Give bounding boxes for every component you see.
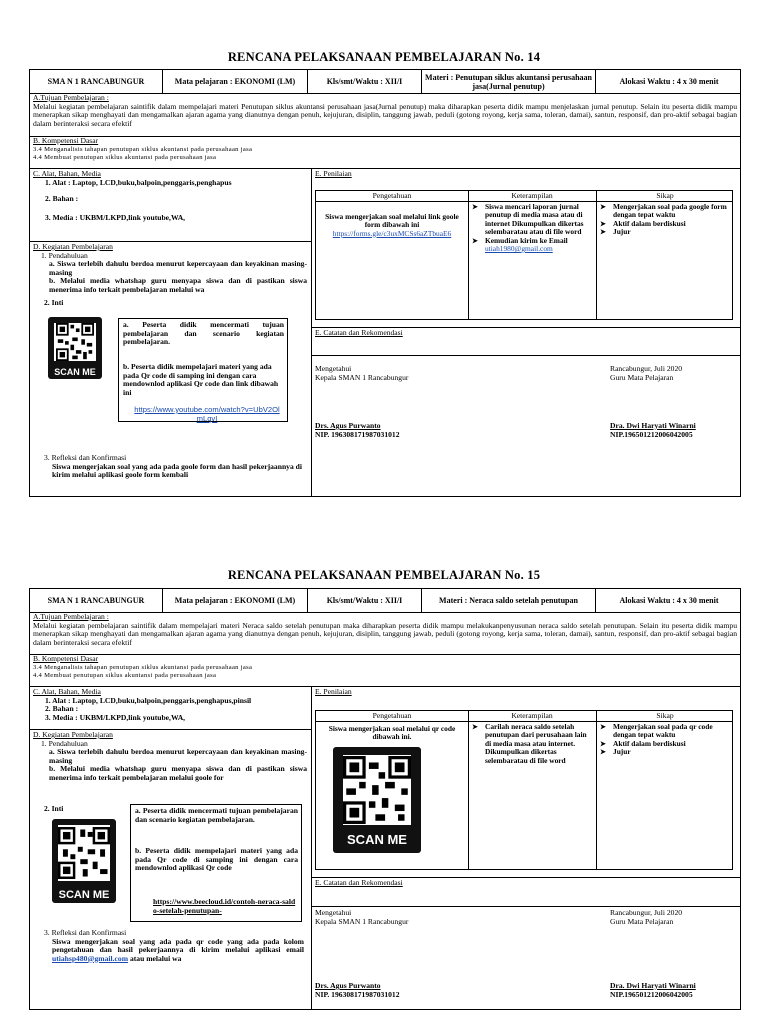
- alokasi-cell: Alokasi Waktu : 4 x 30 menit: [619, 77, 719, 86]
- headmaster-nip: NIP. 196308171987031012: [315, 989, 400, 999]
- subject-cell: Mata pelajaran : EKONOMI (LM): [163, 70, 308, 93]
- kd-item: 3.4 Menganalisis tahapan penutupan siklus akuntansi pada perusahaan jasa: [33, 663, 253, 671]
- teacher-name: Dra. Dwi Haryati Winarni: [610, 421, 696, 430]
- school-cell: SMA N 1 RANCABUNGUR: [30, 70, 163, 93]
- sikap-item: ➤ Jujur: [600, 228, 730, 236]
- sikap-item: ➤ Jujur: [600, 748, 730, 756]
- inti-label: 2. Inti: [44, 298, 64, 307]
- teacher-nip: NIP.196501212006042005: [610, 429, 693, 439]
- sikap-cell: [600, 203, 730, 237]
- kd-section: [30, 137, 740, 169]
- refleksi-block: [44, 929, 304, 963]
- inti-box: [130, 804, 302, 922]
- sikap-item: ➤ Aktif dalam berdiskusi: [600, 220, 730, 228]
- media-item: 3. Media : UKBM/LKPD,link youtube,WA,: [45, 712, 186, 722]
- materi-cell: Materi : Penutupan siklus akuntansi perusahaan jasa(Jurnal penutup): [422, 70, 596, 93]
- pengetahuan-text: Siswa mengerjakan soal melalui link goole form dibawah ini: [325, 212, 459, 230]
- sikap-cell: [600, 723, 730, 757]
- sig-line: Guru Mata Pelajaran: [610, 916, 674, 926]
- rpp15-table: [29, 588, 741, 1010]
- refleksi-text-b: atau melalui wa: [129, 953, 182, 963]
- refleksi-block: [44, 454, 304, 480]
- pendahuluan-b: b. Melalui media whatshap guru menyapa siswa dan di pastikan siswa menerima info terkait pembelajaran melalui goole for: [49, 764, 307, 782]
- sig-line: Mengetahui: [315, 364, 352, 373]
- penilaian-header: [316, 191, 732, 202]
- penilaian-table: [315, 710, 733, 870]
- rpp14-table: [29, 69, 741, 497]
- rpp14-title: RENCANA PELAKSANAAN PEMBELAJARAN No. 14: [227, 50, 541, 64]
- inti-label: 2. Inti: [44, 804, 64, 813]
- class-cell: Kls/smt/Waktu : XII/I: [308, 589, 422, 612]
- alat-heading: C. Alat, Bahan, Media: [33, 169, 101, 178]
- kd-heading: B. Kompetensi Dasar: [33, 136, 99, 145]
- signature-right: [610, 909, 682, 926]
- kegiatan-block: [33, 731, 307, 783]
- signature-left: [315, 909, 408, 926]
- school-cell: SMA N 1 RANCABUNGUR: [30, 589, 163, 612]
- name-right: [610, 422, 696, 439]
- alat-block: [33, 170, 309, 222]
- name-left: [315, 422, 400, 439]
- col-pengetahuan: Pengetahuan: [372, 711, 412, 720]
- rpp15-header-row: [30, 589, 740, 613]
- pendahuluan-a: a. Siswa terlebih dahulu berdoa menurut kepercayaan dan keyakinan masing-masing: [49, 259, 307, 277]
- media-item: 3. Media : UKBM/LKPD,link youtube,WA,: [45, 212, 186, 222]
- name-left: [315, 982, 400, 999]
- refleksi-text: Siswa mengerjakan soal yang ada pada goole form dan hasil pekerjaannya di kirim melalui aplikasi goole form kembali: [52, 461, 302, 480]
- tujuan-section: [30, 94, 740, 137]
- rpp15-left-column: [30, 687, 312, 1009]
- tujuan-text: Melalui kegiatan pembelajaran saintifik dalam mempelajari materi Penutupan siklus akuntansi perusahaan jasa(Jurnal penutup) maka diharapkan peserta didik mampu menjelaskan jurnal penutup. Selain itu peserta didik mampu menerapkan sikap menghayati dan mengamalkan ajaran agama yang dianutnya dengan penuh, kejujuran, disiplin, tanggung jawab, peduli (gotong royong, kerja sama, toleran, damai), santun, responsif, dan pro-aktif sebagai bagian dalam berinteraksi secara efektif: [33, 101, 737, 128]
- qr-code-icon[interactable]: [333, 747, 421, 853]
- rpp14-left-column: [30, 169, 312, 497]
- qr-pattern: [58, 825, 110, 881]
- kegiatan-heading: D. Kegiatan Pembelajaran: [33, 730, 113, 739]
- alat-item: 1. Alat : Laptop, LCD,buku,balpoin,penggaris,penghapus,pinsil: [45, 695, 252, 705]
- class-cell: Kls/smt/Waktu : XII/I: [308, 70, 422, 93]
- inti-a: a. Peserta didik mencermati tujuan pembelajaran dan scenario kegiatan pembelajaran.: [123, 320, 284, 347]
- sikap-item: ➤ Mengerjakan soal pada google form dengan tepat waktu: [600, 203, 730, 220]
- refleksi-text-a: Siswa mengerjakan soal yang ada pada qr code yang ada pada kolom pengetahuan dan hasil pekerjaannya di kirim melalui aplikasi email: [52, 936, 304, 955]
- sig-line: Mengetahui: [315, 908, 352, 917]
- qr-code-icon[interactable]: [48, 317, 102, 379]
- keterampilan-cell: [472, 203, 592, 253]
- teacher-nip: NIP.196501212006042005: [610, 989, 693, 999]
- beecloud-link[interactable]: https://www.beecloud.id/contoh-neraca-saldo-setelah-penutupan-: [153, 897, 296, 915]
- kd-item: 4.4 Membuat penutupan siklus akuntansi pada perusahaan jasa: [33, 672, 217, 680]
- kd-heading: B. Kompetensi Dasar: [33, 654, 99, 663]
- col-keterampilan: Keterampilan: [511, 711, 553, 720]
- kd-item: 4.4 Membuat penutupan siklus akuntansi pada perusahaan jasa: [33, 154, 217, 162]
- rpp15-title: RENCANA PELAKSANAAN PEMBELAJARAN No. 15: [227, 568, 541, 582]
- refleksi-heading: 3. Refleksi dan Konfirmasi: [44, 928, 127, 937]
- inti-box: [118, 318, 288, 422]
- youtube-link[interactable]: https://www.youtube.com/watch?v=UbV2OlmLqvI: [134, 405, 280, 423]
- sig-line: Guru Mata Pelajaran: [610, 372, 674, 382]
- divider: [468, 191, 469, 319]
- sig-line: Kepala SMAN 1 Rancabungur: [315, 372, 409, 382]
- qr-pattern: [343, 755, 411, 825]
- penilaian-heading: E. Penilaian: [315, 169, 352, 178]
- divider: [596, 711, 597, 869]
- keterampilan-item: ➤ Siswa mencari laporan jurnal penutup di media masa atau di internet Dikumpulkan dikertas selembaratau atau di file word: [472, 203, 592, 237]
- refleksi-heading: 3. Refleksi dan Konfirmasi: [44, 453, 127, 462]
- inti-b: b. Peserta didik mempelajari materi yang ada pada Qr code di samping ini dengan cara mendownlod aplikasi Qr code: [135, 846, 298, 873]
- sikap-item: ➤ Aktif dalam berdiskusi: [600, 740, 730, 748]
- teacher-name: Dra. Dwi Haryati Winarni: [610, 981, 696, 990]
- penilaian-table: [315, 190, 733, 320]
- divider: [312, 355, 740, 356]
- sig-line: Rancabungur, Juli 2020: [610, 908, 683, 917]
- catatan-heading: E. Catatan dan Rekomendasi: [315, 328, 403, 337]
- tujuan-heading: A.Tujuan Pembelajaran :: [33, 612, 109, 621]
- scan-me-label: SCAN ME: [347, 832, 407, 847]
- penilaian-heading: E. Penilaian: [315, 687, 352, 696]
- divider: [468, 711, 469, 869]
- signature-right: [610, 365, 682, 382]
- materi-cell: Materi : Neraca saldo setelah penutupan: [422, 589, 596, 612]
- pengetahuan-text: Siswa mengerjakan soal melalui qr code dibawah ini.: [328, 724, 456, 742]
- bahan-item: 2. Bahan :: [45, 194, 79, 204]
- col-sikap: Sikap: [656, 191, 674, 200]
- pendahuluan-b: b. Melalui media whatshap guru menyapa siswa dan di pastikan siswa menerima info terkait pembelajaran melalui wa: [49, 276, 307, 294]
- scan-me-label: SCAN ME: [58, 889, 110, 901]
- alat-block: [33, 688, 309, 722]
- alokasi-cell: Alokasi Waktu : 4 x 30 menit: [619, 596, 719, 605]
- refleksi-text: [44, 938, 304, 964]
- sikap-item: ➤ Mengerjakan soal pada qr code dengan tepat waktu: [600, 723, 730, 740]
- kd-section: [30, 655, 740, 687]
- headmaster-name: Drs. Agus Purwanto: [315, 421, 381, 430]
- pendahuluan-heading: 1. Pendahuluan: [41, 738, 88, 748]
- sig-line: Kepala SMAN 1 Rancabungur: [315, 916, 409, 926]
- email-link[interactable]: utiah1980@gmail.com: [485, 244, 553, 254]
- subject-cell: Mata pelajaran : EKONOMI (LM): [163, 589, 308, 612]
- penilaian-header: [316, 711, 732, 722]
- headmaster-nip: NIP. 196308171987031012: [315, 429, 400, 439]
- tujuan-text: Melalui kegiatan pembelajaran saintifik dalam mempelajari materi Neraca saldo setelah penutupan maka diharapkan peserta didik mampu melakukanpenyusunan neraca saldo setelah penutupan. Selain itu peserta didik mampu menerapkan sikap menghayati dan mengamalkan ajaran agama yang dianutnya dengan penuh, kejujuran, disiplin, tanggung jawab, peduli (gotong royong, kerja sama, toleran, damai), santun, responsif, dan pro-aktif sebagai bagian dalam berinteraksi secara efektif: [33, 620, 737, 647]
- qr-pattern: [54, 323, 96, 361]
- sig-line: Rancabungur, Juli 2020: [610, 364, 683, 373]
- divider: [312, 906, 740, 907]
- rpp14-right-column: [312, 169, 740, 497]
- alat-heading: C. Alat, Bahan, Media: [33, 687, 101, 696]
- inti-a: a. Peserta didik mencermati tujuan pembelajaran dan scenario kegiatan pembelajaran.: [135, 806, 298, 824]
- rpp15-right-column: [312, 687, 740, 1009]
- col-keterampilan: Keterampilan: [511, 191, 553, 200]
- rpp14-header-row: [30, 70, 740, 94]
- tujuan-heading: A.Tujuan Pembelajaran :: [33, 93, 109, 102]
- col-pengetahuan: Pengetahuan: [372, 191, 412, 200]
- qr-code-icon[interactable]: [52, 819, 116, 903]
- col-sikap: Sikap: [656, 711, 674, 720]
- kegiatan-block: [33, 243, 307, 295]
- pendahuluan-heading: 1. Pendahuluan: [41, 250, 88, 260]
- keterampilan-item: ➤ Carilah neraca saldo setelah penutupan dari perusahaan lain di media masa atau internet. Dikumpulkan dikertas selembaratau di file word: [472, 723, 592, 765]
- bahan-item: 2. Bahan :: [45, 704, 79, 714]
- keterampilan-item: ➤ Kemudian kirim ke Email: [472, 237, 592, 245]
- catatan-heading: E. Catatan dan Rekomendasi: [315, 878, 403, 887]
- signature-left: [315, 365, 408, 382]
- email-link[interactable]: utiahsp480@gmail.com: [52, 953, 129, 963]
- pendahuluan-a: a. Siswa terlebih dahulu berdoa menurut kepercayaan dan keyakinan masing-masing: [49, 747, 307, 765]
- google-form-link[interactable]: https://forms.gle/c3uxMCSs6aZTbuaE6: [332, 228, 452, 238]
- keterampilan-cell: [472, 723, 592, 765]
- name-right: [610, 982, 696, 999]
- inti-b: b. Peserta didik mempelajari materi yang ada pada Qr code di samping ini dengan cara mendownlod aplikasi Qr code dan link dibawah ini: [123, 362, 279, 397]
- kegiatan-heading: D. Kegiatan Pembelajaran: [33, 242, 113, 251]
- tujuan-section: [30, 613, 740, 655]
- divider: [596, 191, 597, 319]
- scan-me-label: SCAN ME: [54, 367, 96, 377]
- alat-item: 1. Alat : Laptop, LCD,buku,balpoin,penggaris,penghapus: [45, 177, 232, 187]
- kd-item: 3.4 Menganalisis tahapan penutupan siklus akuntansi pada perusahaan jasa: [33, 145, 253, 153]
- pengetahuan-cell: [320, 213, 464, 238]
- headmaster-name: Drs. Agus Purwanto: [315, 981, 381, 990]
